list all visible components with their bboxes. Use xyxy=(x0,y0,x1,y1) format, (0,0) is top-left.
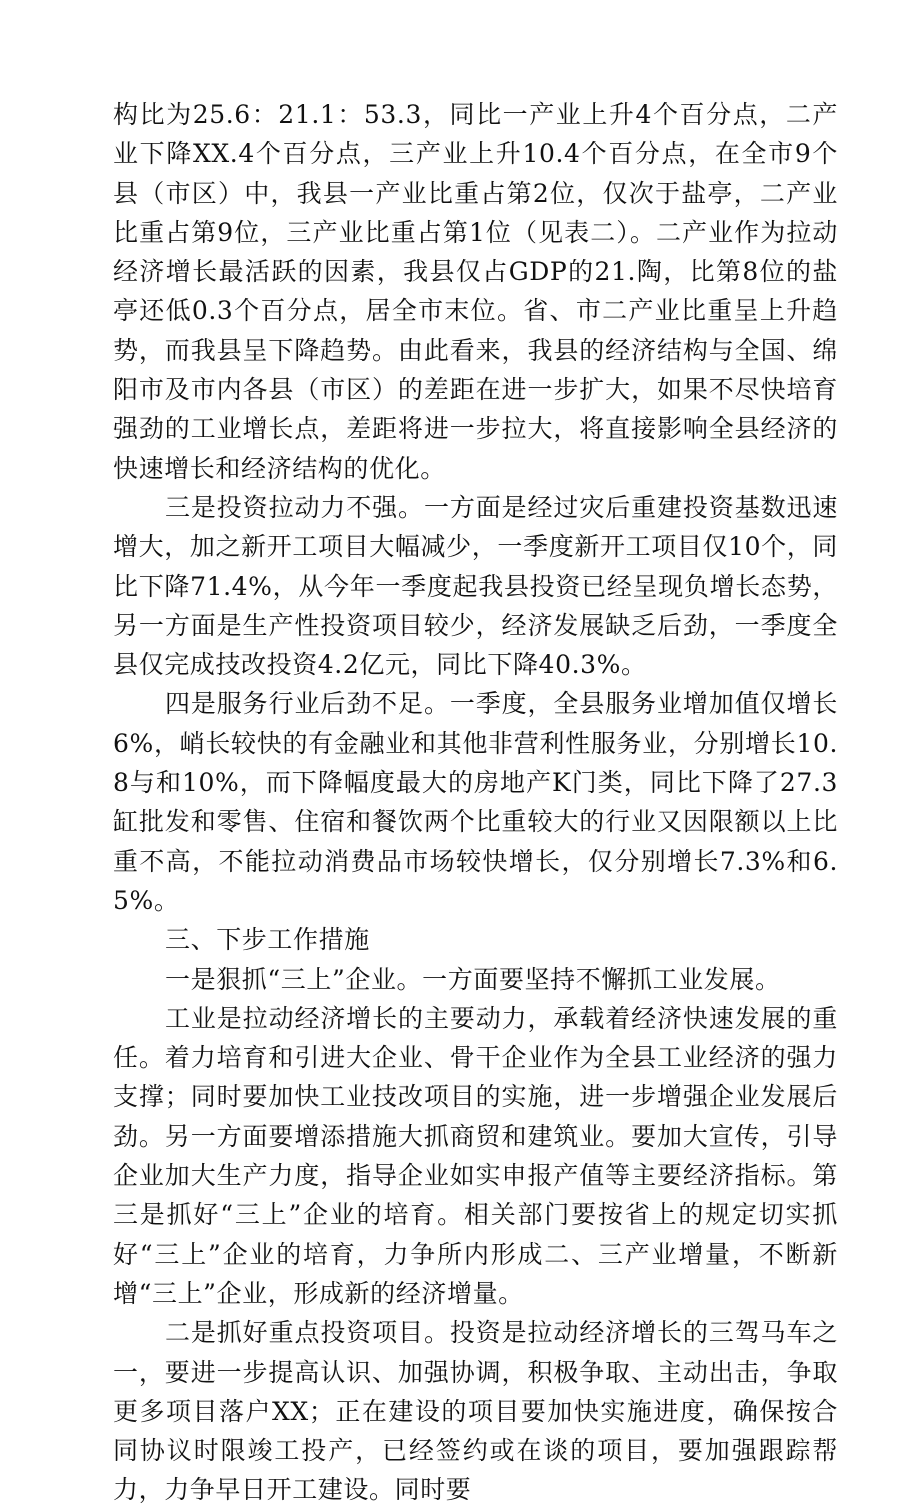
section-heading-next-steps: 三、下步工作措施 xyxy=(165,925,370,955)
paragraph-services: 四是服务行业后劲不足。一季度，全县服务业增加值仅增长6%，峭长较快的有金融业和其他非营利性服务业，分别增长10.8与和10%，而下降幅度最大的房地产K门类，同比下降了27.3缸批发和零售、住宿和餐饮两个比重较大的行业又因限额以上比重不高，不能拉动消费品市场较快增长，仅分别增长7.3%和6.5%。 xyxy=(113,689,838,915)
document-body xyxy=(113,95,838,1510)
paragraph-investment: 三是投资拉动力不强。一方面是经过灾后重建投资基数迅速增大，加之新开工项目大幅减少，一季度新开工项目仅10个，同比下降71.4%，从今年一季度起我县投资已经呈现负增长态势，另一方面是生产性投资项目较少，经济发展缺乏后劲，一季度全县仅完成技改投资4.2亿元，同比下降40.3%。 xyxy=(113,492,838,680)
paragraph-three-up-enterprises: 一是狠抓“三上”企业。一方面要坚持不懈抓工业发展。 xyxy=(165,964,781,994)
paragraph-key-projects: 二是抓好重点投资项目。投资是拉动经济增长的三驾马车之一，要进一步提高认识、加强协调，积极争取、主动出击，争取更多项目落户XX；正在建设的项目要加快实施进度，确保按合同协议时限竣工投产，已经签约或在谈的项目，要加强跟踪帮力，力争早日开工建设。同时要 xyxy=(113,1318,838,1505)
paragraph-economic-structure: 构比为25.6：21.1：53.3，同比一产业上升4个百分点，二产业下降XX.4个百分点，三产业上升10.4个百分点，在全市9个县（市区）中，我县一产业比重占第2位，仅次于盐亭，二产业比重占第9位，三产业比重占第1位（见表二）。二产业作为拉动经济增长最活跃的因素，我县仅占GDP的21.陶，比第8位的盐亭还低0.3个百分点，居全市末位。省、市二产业比重呈上升趋势，而我县呈下降趋势。由此看来，我县的经济结构与全国、绵阳市及市内各县（市区）的差距在进一步扩大，如果不尽快培育强劲的工业增长点，差距将进一步拉大，将直接影响全县经济的快速增长和经济结构的优化。 xyxy=(113,100,838,483)
paragraph-industry-driver: 工业是拉动经济增长的主要动力，承载着经济快速发展的重任。着力培育和引进大企业、骨干企业作为全县工业经济的强力支撑；同时要加快工业技改项目的实施，进一步增强企业发展后劲。另一方面要增添措施大抓商贸和建筑业。要加大宣传，引导企业加大生产力度，指导企业如实申报产值等主要经济指标。第三是抓好“三上”企业的培育。相关部门要按省上的规定切实抓好“三上”企业的培育，力争所内形成二、三产业增量，不断新增“三上”企业，形成新的经济增量。 xyxy=(113,1003,838,1308)
